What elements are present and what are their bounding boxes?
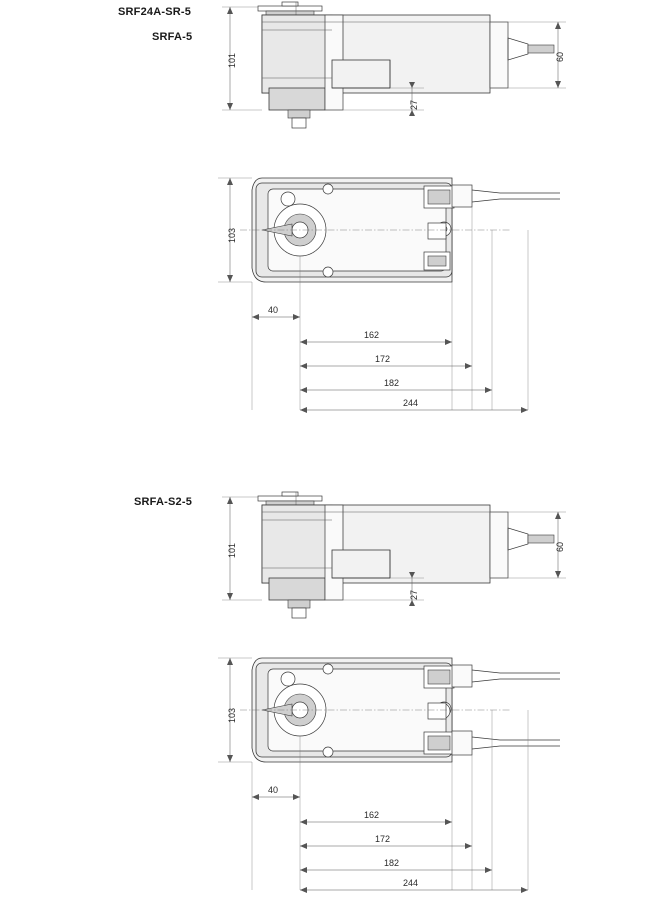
dim-40-bottom-plan: 40 bbox=[268, 785, 279, 795]
dim-27-top-side: 27 bbox=[409, 99, 419, 110]
dim-172-top-plan: 172 bbox=[375, 354, 391, 364]
dim-60-top-side: 60 bbox=[555, 51, 565, 62]
dim-244-top-plan: 244 bbox=[403, 398, 419, 408]
dim-103-top-plan: 103 bbox=[227, 227, 237, 243]
dim-182-top-plan: 182 bbox=[384, 378, 400, 388]
dim-101-bottom-side: 101 bbox=[227, 542, 237, 558]
dim-244-bottom-plan: 244 bbox=[403, 878, 419, 888]
dim-162-top-plan: 162 bbox=[364, 330, 380, 340]
model-label-srf24a-sr-5: SRF24A-SR-5 bbox=[118, 6, 192, 18]
dim-60-bottom-side: 60 bbox=[555, 541, 565, 552]
model-label-srfa-s2-5: SRFA-S2-5 bbox=[134, 496, 193, 508]
model-label-srfa-5: SRFA-5 bbox=[152, 31, 193, 43]
dim-182-bottom-plan: 182 bbox=[384, 858, 400, 868]
dim-101-top-side: 101 bbox=[227, 52, 237, 68]
dim-162-bottom-plan: 162 bbox=[364, 810, 380, 820]
dim-172-bottom-plan: 172 bbox=[375, 834, 391, 844]
dim-40-top-plan: 40 bbox=[268, 305, 279, 315]
dim-27-bottom-side: 27 bbox=[409, 589, 419, 600]
dim-103-bottom-plan: 103 bbox=[227, 707, 237, 723]
